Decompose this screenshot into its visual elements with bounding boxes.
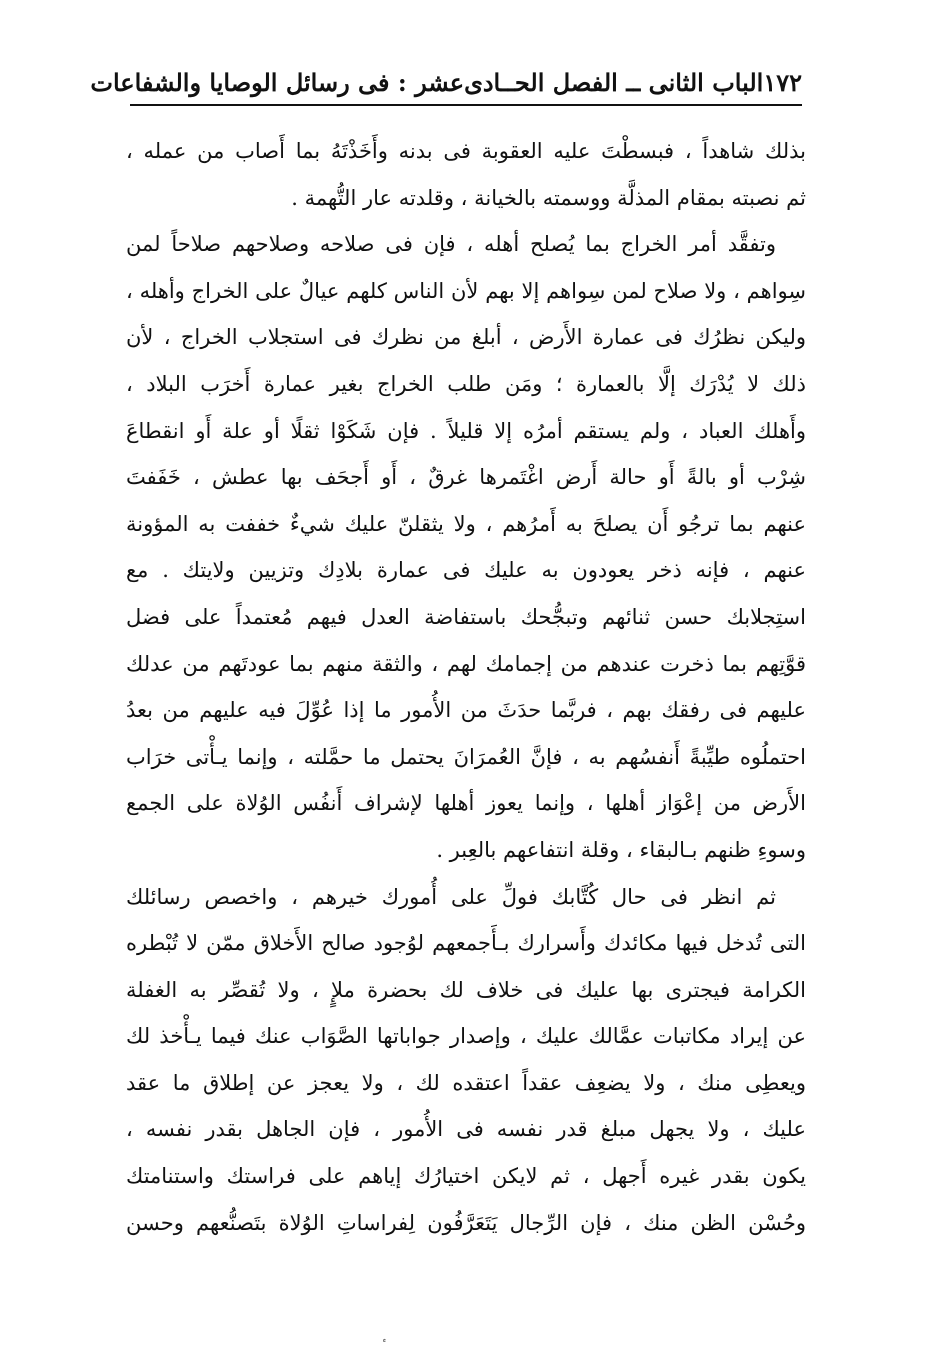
text-line: عنهم ، فإنه ذخر يعودون به عليك فى عمارة بلادِك وتزيين ولايتك . مع: [126, 558, 806, 583]
text-line: استِجلابك حسن ثنائهم وتبجُّحك باستفاضة العدل فيهم مُعتمداً على فضل: [126, 604, 806, 629]
text-line: سِواهم ، ولا صلاح لمن سِواهم إلا بهم لأن الناس كلهم عيالٌ على الخراج وأهله ،: [126, 278, 806, 303]
text-line: عنهم بما ترجُو أَن يصلحَ به أَمرُهم ، ولا يثقلنّ عليك شيءٌ خففت به المؤونة: [126, 511, 806, 536]
text-line: وأَهلك العباد ، ولم يستقم أمرُه إلا قليلاً . فإن شَكَوْا ثقلًا أو علة أَو انقطاعَ: [126, 418, 806, 443]
text-line: التى تُدخل فيها مكائدك وأَسرارك بـأَجمعهم لوُجود صالح الأَخلاق ممّن لا تُبْطره: [126, 931, 806, 956]
text-line: شِرْب أو بالةً أَو حالة أَرض اغْتَمرها غرقٌ ، أَو أَجحَف بها عطش ، خَفَفتَ: [126, 465, 806, 490]
text-line: وتفقَّد أمر الخراج بما يُصلح أهله ، فإن فى صلاحه وصلاحهم صلاحاً لمن: [126, 232, 776, 257]
text-line: احتملُوه طيِّبةً أَنفسُهم به ، فإنَّ العُمرَانَ يحتمل ما حمَّلته ، وإنما يـأْتى خرَاب: [126, 744, 806, 769]
paragraph-1: [126, 128, 806, 221]
running-header: [90, 58, 802, 100]
text-line: قوَّتِهم بما ذخرت عندهم من إجمامك لهم ، والثقة منهم بما عودتَهم من عدلك: [126, 651, 806, 676]
page-number: ١٧٢: [763, 68, 802, 97]
text-line: وسوءِ ظنهم بـالبقاء ، وقلة انتفاعهم بالعِبر .: [436, 837, 806, 862]
text-line: الكرامة فيجترى بها عليك فى خلاف لك بحضرة ملإٍ ، ولا تُقصِّر به الغفلة: [126, 977, 806, 1002]
text-line: وليكن نظرُك فى عمارة الأَرض ، أبلغ من نظرك فى استجلاب الخراج ، لأن: [126, 325, 806, 350]
text-line: يكون بقدر غيره أَجهل ، ثم لايكن اختيارُك إياهم على فراستك واستنامتك: [126, 1164, 806, 1189]
text-line: وحُسْن الظن منك ، فإن الرِّجال يَتَعَرَّفُون لِفراساتِ الوُلاة بتَصنُّعهم وحسن: [126, 1210, 806, 1235]
text-line: ثم نصبته بمقام المذلَّة ووسمته بالخيانة ، وقلدته عار التُّهمة .: [291, 185, 806, 210]
body-text: [126, 128, 806, 1246]
text-line: ثم انظر فى حال كُتَّابك فولِّ على أُمورك خيرهم ، واخصص رسائلك: [126, 884, 776, 909]
page-mark: [375, 1338, 381, 1348]
text-line: الأَرض من إعْوَاز أهلها ، وإنما يعوز أهلها لإشراف أَنفُس الوُلاة على الجمع: [126, 791, 806, 816]
paragraph-3: [126, 874, 806, 1247]
text-line: عليك ، ولا يجهل مبلغ قدر نفسه فى الأُمور ، فإن الجاهل بقدر نفسه ،: [126, 1117, 806, 1142]
paragraph-2: [126, 221, 806, 873]
text-line: عليهم فى رفقك بهم ، فربَّما حدَثَ من الأُمور ما إذا عُوِّلَ فيه عليهم من بعدُ: [126, 698, 806, 723]
text-line: ذلك لا يُدْرَك إلَّا بالعمارة ؛ ومَن طلب الخراج بغير عمارة أَخرَب البلاد ،: [126, 371, 806, 396]
text-line: عن إيراد مكاتبات عمَّالك عليك ، وإصدار جواباتها الصَّوَاب عنك فيما يـأْخذ لك: [126, 1024, 806, 1049]
text-line: ويعطِى منك ، ولا يضعِف عقداً اعتقده لك ، ولا يعجز عن إطلاق ما عقد: [126, 1070, 806, 1095]
text-line: بذلك شاهداً ، فبسطْتَ عليه العقوبة فى بدنه وأَخَذْتَهُ بما أَصاب من عمله ،: [126, 139, 806, 163]
header-rule: [130, 104, 802, 106]
chapter-title: الباب الثانى ــ الفصل الحــادى‌عشر : فى رسائل الوصايا والشفاعات: [90, 68, 764, 97]
